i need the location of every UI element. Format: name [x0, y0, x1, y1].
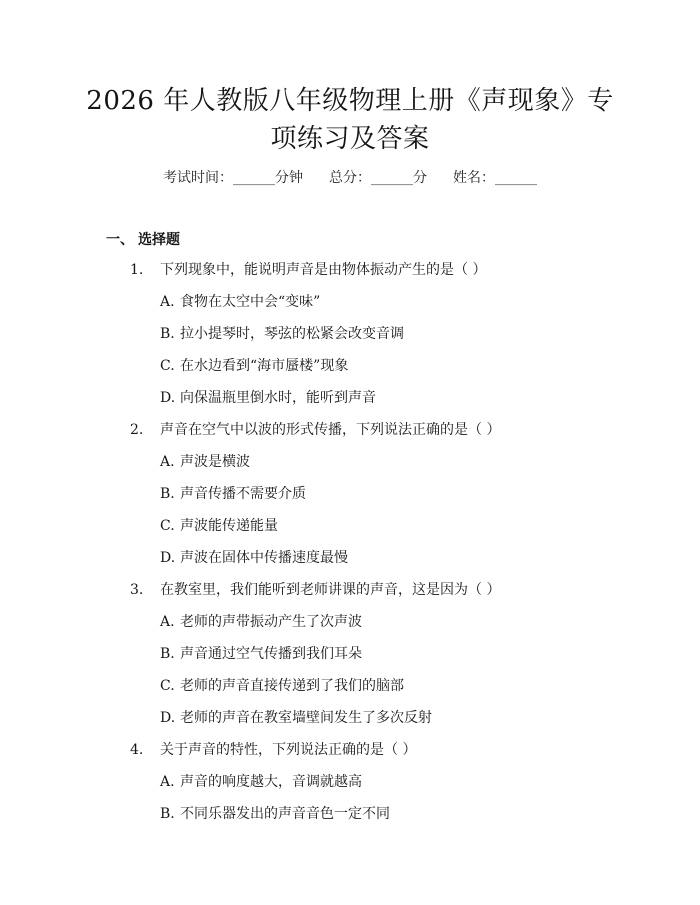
exam-name-field: 姓名：______ — [453, 170, 537, 186]
option-letter: C. — [160, 518, 175, 534]
option-3-a — [0, 612, 700, 632]
option-text: 拉小提琴时，琴弦的松紧会改变音调 — [180, 326, 404, 342]
option-text: 声音传播不需要介质 — [180, 486, 306, 502]
option-1-c — [0, 356, 700, 376]
option-text: 声波能传递能量 — [180, 518, 278, 534]
section-title: 选择题 — [138, 232, 180, 248]
exam-score-field: 总分：______分 — [329, 170, 427, 186]
option-3-d — [0, 708, 700, 728]
option-text: 老师的声带振动产生了次声波 — [180, 614, 362, 630]
section-heading — [106, 230, 180, 250]
option-4-b — [0, 804, 700, 824]
option-letter: A. — [160, 454, 175, 470]
option-3-b — [0, 644, 700, 664]
option-letter: A. — [160, 614, 175, 630]
option-2-b — [0, 484, 700, 504]
option-text: 声波在固体中传播速度最慢 — [180, 550, 348, 566]
option-text: 向保温瓶里倒水时，能听到声音 — [180, 390, 376, 406]
question-text: 下列现象中，能说明声音是由物体振动产生的是（ ） — [160, 262, 487, 278]
question-3 — [0, 580, 700, 600]
option-2-d — [0, 548, 700, 568]
option-text: 声音的响度越大，音调就越高 — [180, 774, 362, 790]
option-text: 食物在太空中会“变味” — [180, 294, 321, 310]
option-letter: D. — [160, 710, 176, 726]
exam-time-field: 考试时间：______分钟 — [163, 170, 303, 186]
exam-info-line — [0, 168, 700, 188]
question-2 — [0, 420, 700, 440]
option-text: 在水边看到“海市蜃楼”现象 — [180, 358, 349, 374]
option-letter: A. — [160, 774, 175, 790]
question-text: 在教室里，我们能听到老师讲课的声音，这是因为（ ） — [160, 582, 501, 598]
question-4 — [0, 740, 700, 760]
section-number: 一、 — [106, 232, 134, 248]
option-2-a — [0, 452, 700, 472]
document-title-line-1: 2026 年人教版八年级物理上册《声现象》专 — [86, 86, 614, 116]
question-number: 1. — [130, 262, 144, 278]
option-2-c — [0, 516, 700, 536]
option-text: 老师的声音直接传递到了我们的脑部 — [180, 678, 404, 694]
question-1 — [0, 260, 700, 280]
option-text: 老师的声音在教室墙壁间发生了多次反射 — [180, 710, 432, 726]
option-letter: B. — [160, 486, 175, 502]
question-number: 3. — [130, 582, 144, 598]
option-letter: D. — [160, 390, 176, 406]
option-letter: C. — [160, 358, 175, 374]
question-text: 关于声音的特性，下列说法正确的是（ ） — [160, 742, 417, 758]
document-title-line-2: 项练习及答案 — [270, 124, 430, 154]
option-1-d — [0, 388, 700, 408]
option-letter: D. — [160, 550, 176, 566]
option-3-c — [0, 676, 700, 696]
option-text: 不同乐器发出的声音音色一定不同 — [180, 806, 390, 822]
option-letter: A. — [160, 294, 175, 310]
option-letter: B. — [160, 326, 175, 342]
question-text: 声音在空气中以波的形式传播，下列说法正确的是（ ） — [160, 422, 501, 438]
question-number: 2. — [130, 422, 144, 438]
option-1-a — [0, 292, 700, 312]
option-text: 声波是横波 — [180, 454, 250, 470]
option-letter: B. — [160, 806, 175, 822]
option-1-b — [0, 324, 700, 344]
option-4-a — [0, 772, 700, 792]
option-letter: B. — [160, 646, 175, 662]
option-text: 声音通过空气传播到我们耳朵 — [180, 646, 362, 662]
option-letter: C. — [160, 678, 175, 694]
question-number: 4. — [130, 742, 144, 758]
